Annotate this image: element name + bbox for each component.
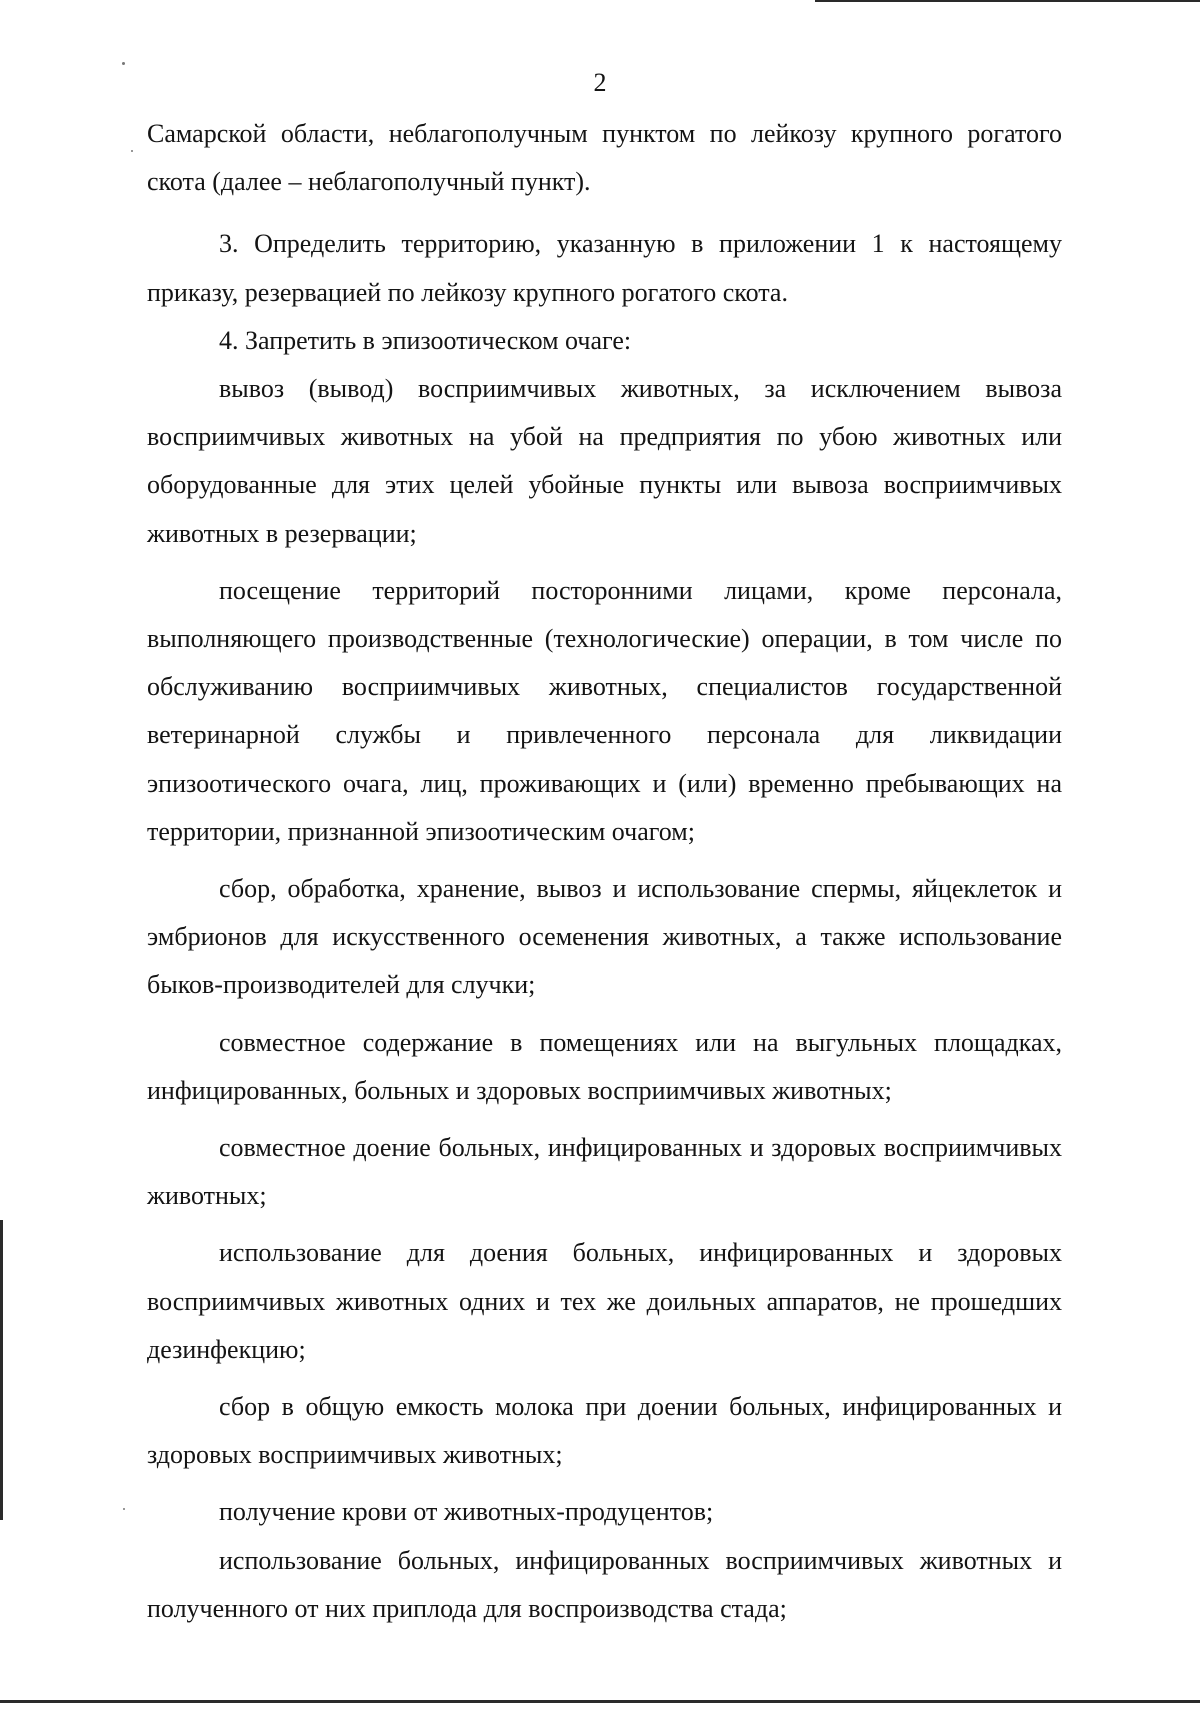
- scan-edge-top: [815, 0, 1200, 2]
- paragraph-prohibition: сбор в общую емкость молока при доении больных, инфицированных и здоровых восприимчивых животных;: [147, 1392, 1062, 1470]
- paragraph-prohibition: получение крови от животных-продуцентов;: [219, 1497, 714, 1527]
- paragraph-prohibition: посещение территорий посторонними лицами, кроме персонала, выполняющего производственные (технологические) операции, в том числе по обслуживанию восприимчивых животных, специалистов государственной ветеринарной службы и привлеченного персонала для ликвидации эпизоотического очага, лиц, проживающих и (или) временно пребывающих на территории, признанной эпизоотическим очагом;: [147, 575, 1062, 846]
- paragraph-prohibition: сбор, обработка, хранение, вывоз и использование спермы, яйцеклеток и эмбрионов для искусственного осеменения животных, а также использование быков-производителей для случки;: [147, 874, 1062, 1000]
- scan-edge-bottom: [0, 1700, 1200, 1703]
- scan-edge-left: [0, 1220, 3, 1520]
- paragraph-prohibition: совместное содержание в помещениях или на выгульных площадках, инфицированных, больных и здоровых восприимчивых животных;: [147, 1027, 1062, 1105]
- paragraph-prohibition: совместное доение больных, инфицированных и здоровых восприимчивых животных;: [147, 1133, 1062, 1211]
- scan-speck: [123, 1508, 125, 1510]
- document-body: [147, 110, 1062, 1633]
- paragraph-continuation: Самарской области, неблагополучным пунктом по лейкозу крупного рогатого скота (далее – неблагополучный пункт).: [147, 119, 1062, 197]
- page-number: 2: [593, 68, 607, 97]
- scan-speck: [131, 150, 133, 152]
- paragraph-prohibition: использование больных, инфицированных восприимчивых животных и полученного от них приплода для воспроизводства стада;: [147, 1545, 1062, 1623]
- paragraph-prohibition: вывоз (вывод) восприимчивых животных, за исключением вывоза восприимчивых животных на убой на предприятия по убою животных или оборудованные для этих целей убойные пункты или вывоза восприимчивых животных в резервации;: [147, 374, 1062, 548]
- paragraph-item-3: 3. Определить территорию, указанную в приложении 1 к настоящему приказу, резервацией по лейкозу крупного рогатого скота.: [147, 229, 1062, 307]
- paragraph-item-4: 4. Запретить в эпизоотическом очаге:: [219, 325, 632, 355]
- paragraph-prohibition: использование для доения больных, инфицированных и здоровых восприимчивых животных одних и тех же доильных аппаратов, не прошедших дезинфекцию;: [147, 1238, 1062, 1364]
- scan-speck: [122, 62, 125, 65]
